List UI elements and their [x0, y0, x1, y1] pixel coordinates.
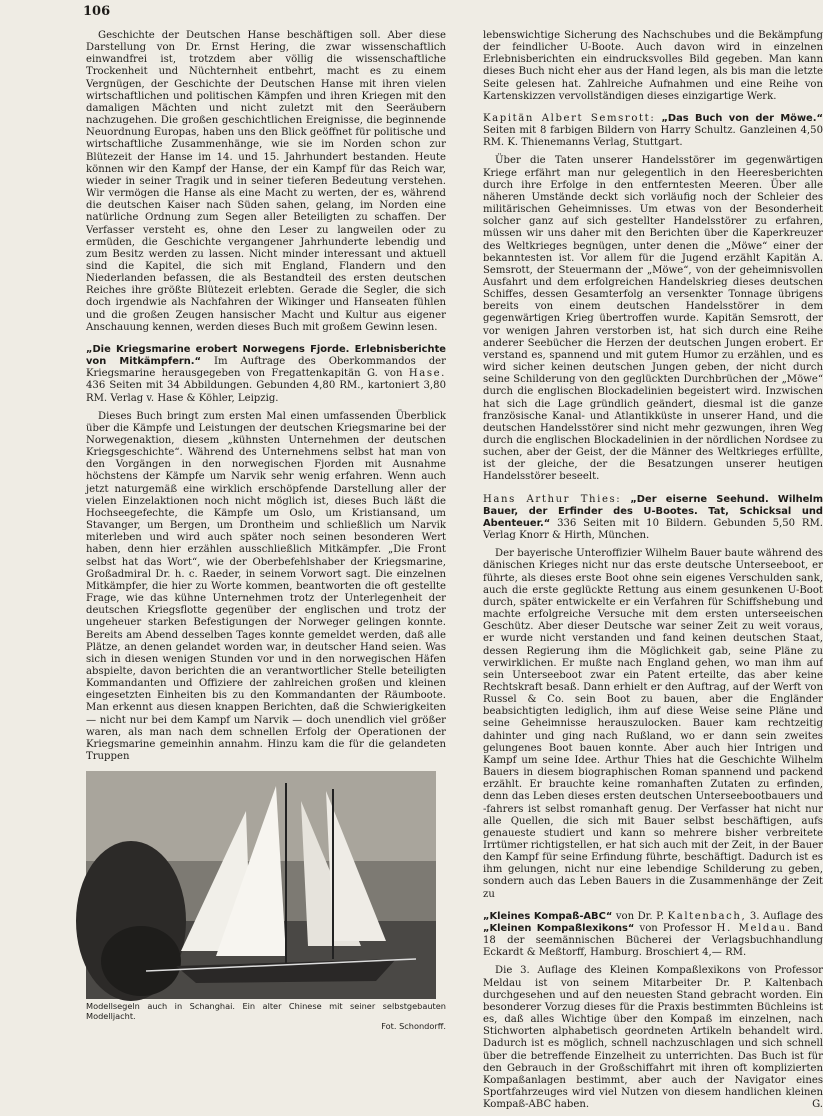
review-author: Kaltenbach,: [667, 910, 747, 922]
review-kriegsmarine-heading: [86, 344, 446, 405]
left-column: [86, 30, 446, 1110]
review-meta: von Professor: [639, 922, 712, 934]
photo-caption: [86, 1001, 446, 1031]
review-title: „Der eiserne Seehund. Wilhelm Bauer, der Erfinder des U-Bootes. Tat, Schicksal und Abenteuer.“: [483, 493, 823, 529]
right-column: [483, 30, 823, 1110]
review-meta: Im Auftrage des Oberkommandos der Kriegsmarine herausgegeben von Fregattenkapitän G. von: [86, 356, 446, 380]
kriegsmarine-review-continued: lebenswichtige Sicherung des Nachschubes und die Bekämpfung der feindlicher U-Boote. Auch davon wird in einzelnen Erlebnisberichten ein eindrucksvolles Bild gegeben. Man kann dieses Buch nicht eher aus der Hand legen, als bis man die letzte Seite gelesen hat. Zahlreiche Aufnahmen und eine Reihe von Kartenskizzen vervollständigen dieses einzigartige Werk.: [483, 30, 823, 102]
caption-text: Modellsegeln auch in Schanghai. Ein alter Chinese mit seiner selbstgebauten Modelljacht.: [86, 1001, 446, 1022]
review-signature: G.: [812, 1099, 823, 1111]
review-meta: Seiten mit 8 farbigen Bildern von Harry Schultz. Ganzleinen 4,50 RM. K. Thienemanns Verlag, Stuttgart.: [483, 125, 823, 149]
review-title: „Das Buch von der Möwe.“: [661, 112, 823, 124]
review-editor: Hase.: [408, 368, 446, 380]
review-meta: 3. Auflage des: [749, 910, 823, 922]
review-author: Kapitän Albert Semsrott:: [483, 112, 656, 124]
photo-credit: Fot. Schondorff.: [381, 1021, 446, 1032]
review-moewe-text: Über die Taten unserer Handelsstörer im gegenwärtigen Kriege erfährt man nur gelegentlich in den Heeresberichten durch ihre Erfolge in den entferntesten Meeren. Über alle näheren Umstände deckt sich vorläufig noch der Schleier des militärischen Geheimnisses. Um etwas von der Besonderheit solcher ganz auf sich gestellter Handelsstörer zu erfahren, müssen wir uns daher mit den Berichten über die Kaperkreuzer des Weltkrieges begnügen, unter denen die „Möwe“ einer der bekanntesten ist. Vor allem für die Jugend erzählt Kapitän A. Semsrott, der Steuermann der „Möwe“, von der geheimnisvollen Ausfahrt und dem erfolgreichen Handelskrieg dieses deutschen Schiffes, dessen Gesamterfolg an versenkter Tonnage übrigens bereits von einem deutschen Handelsstörer in dem gegenwärtigen Krieg übertroffen wurde. Kapitän Semsrott, der vor wenigen Jahren verstorben ist, hat sich durch eine Reihe anderer Seebücher die Herzen der deutschen Jungen erobert. Er verstand es, spannend und mit gutem Humor zu erzählen, und es wird sicher keinen deutschen Jungen geben, der nicht durch seine Schilderung von den geglückten Durchbrüchen der „Möwe“ durch die englischen Blockadelinien begeistert wird. Inzwischen hat sich die Lage gründlich geändert, diesmal ist die ganze französische Kanal- und Atlantikküste in unserer Hand, und die deutschen Handelsstörer sind nicht mehr gezwungen, ihren Weg durch die englischen Blockadelinien in der nördlichen Nordsee zu suchen, aber der Geist, der die Männer des Weltkrieges erfüllte, ist der gleiche, der die Besatzungen unserer heutigen Handelsstörer beseelt.: [483, 155, 823, 483]
sailboat-illustration: [86, 771, 436, 999]
review-meta: von Dr. P.: [615, 910, 665, 922]
review-subtitle: „Kleinen Kompaßlexikons“: [483, 922, 635, 934]
review-kompass-heading: [483, 911, 823, 960]
review-title: „Kleines Kompaß-ABC“: [483, 910, 613, 922]
review-seehund-text: Der bayerische Unteroffizier Wilhelm Bauer baute während des dänischen Krieges nicht nur das erste deutsche Unterseeboot, er führte, als dieses erste Boot ohne sein eigenes Verschulden sank, auch die erste geglückte Rettung aus einem gesunkenen U-Boot durch, später entwickelte er ein Verfahren für Schiffshebung und machte erfolgreiche Versuche mit dem ersten unterseeischen Geschütz. Aber dieser Deutsche war seiner Zeit zu weit voraus, er wurde nicht verstanden und fand keinen deutschen Staat, dessen Regierung ihm die Möglichkeit gab, seine Pläne zu verwirklichen. Er mußte nach England gehen, wo man ihm auf sein Unterseeboot zwar ein Patent erteilte, das aber keine Rechtskraft besaß. Dann erhielt er den Auftrag, auf der Werft von Russel & Co. sein Boot zu bauen, aber die Engländer beabsichtigten lediglich, ihm auf diese Weise seine Pläne und seine Geheimnisse herauszulocken. Bauer kam rechtzeitig dahinter und ging nach Rußland, wo er dann sein zweites gelungenes Boot bauen konnte. Aber auch hier Intrigen und Kampf um seine Idee. Arthur Thies hat die Geschichte Wilhelm Bauers in diesem biographischen Roman spannend und packend erzählt. Er brauchte keine romanhaften Zutaten zu erfinden, denn das Leben dieses ersten deutschen Unterseebootbauers und -fahrers ist selbst romanhaft genug. Der Verfasser hat nicht nur alle Quellen, die sich mit Bauer selbst beschäftigen, aufs genaueste studiert und kann so mehrere bisher verbreitete Irrtümer richtigstellen, er hat sich auch mit der Zeit, in der Bauer den Kampf für seine Erfindung führte, beschäftigt. Dadurch ist es ihm gelungen, nicht nur eine lebendige Schilderung zu geben, sondern auch das Leben Bauers in die Zusammenhänge der Zeit zu: [483, 548, 823, 900]
review-seehund-heading: [483, 494, 823, 543]
review-title: „Die Kriegsmarine erobert Norwegens Fjorde. Erlebnisberichte von Mitkämpfern.“: [86, 343, 446, 368]
page-number: 106: [83, 4, 111, 19]
model-yacht-photo: [86, 771, 436, 999]
review-author: Hans Arthur Thies:: [483, 493, 622, 505]
review-kompass-text: [483, 965, 823, 1111]
review-meta: 336 Seiten mit 10 Bildern. Gebunden 5,50 RM. Verlag Knorr & Hirth, München.: [483, 517, 823, 542]
hanse-review-text: Geschichte der Deutschen Hanse beschäftigen soll. Aber diese Darstellung von Dr. Ernst Hering, die zwar wissenschaftlich einwandfrei ist, trotzdem aber völlig die wissenschaftliche Trockenheit und Nüchternheit entbehrt, macht es zu einem Vergnügen, der Geschichte der Deutschen Hanse mit ihren vielen wirtschaftlichen und politischen Kämpfen und ihren Kriegen mit den damaligen Mächten und nicht zuletzt mit den Seeräubern nachzugehen. Die großen geschichtlichen Ereignisse, die beginnende Neuordnung Europas, haben uns den Blick geöffnet für politische und wirtschaftliche Zusammenhänge, wie sie im Norden schon zur Blütezeit der Hanse im 14. und 15. Jahrhundert bestanden. Heute können wir den Kampf der Hanse, der ein Kampf für das Reich war, wieder in seiner Tragik und in seiner tieferen Bedeutung verstehen. Wir vermögen die Hanse als eine Macht zu werten, der es, während die deutschen Kaiser nach Süden sahen, gelang, im Norden eine natürliche Ordnung zum Segen aller Beteiligten zu schaffen. Der Verfasser versteht es, ohne den Leser zu langweilen oder zu ermüden, die Geschichte vergangener Jahrhunderte lebendig und zum Besitz werden zu lassen. Nicht minder interessant und aktuell sind die Kapitel, die sich mit England, Flandern und den Niederlanden befassen, die als Bestandteil des ersten deutschen Reiches ihre größte Blütezeit erlebten. Gerade die Segler, die sich doch irgendwie als Nachfahren der Wikinger und Hanseaten fühlen und die großen Zeugen hansischer Macht und Kultur aus eigener Anschauung kennen, werden dieses Buch mit großem Gewinn lesen.: [86, 30, 446, 333]
review-kriegsmarine-text: Dieses Buch bringt zum ersten Mal einen umfassenden Überblick über die Kämpfe und Leistungen der deutschen Kriegsmarine bei der Norwegenaktion, diesem „kühnsten Unternehmen der deutschen Kriegsgeschichte“. Während des Unternehmens selbst hat man von den Vorgängen in den norwegischen Fjorden mit Ausnahme höchstens der Kämpfe um Narvik sehr wenig erfahren. Wenn auch jetzt naturgemäß eine wirklich erschöpfende Darstellung aller der vielen Einzelaktionen noch nicht möglich ist, dieses Buch läßt die Hochseegefechte, die Kämpfe um Oslo, um Kristiansand, um Stavanger, um Bergen, um Drontheim und schließlich um Narvik miterleben und wird auch später noch seinen besonderen Wert haben, denn hier erzählen ausschließlich Mitkämpfer. „Die Front selbst hat das Wort“, wie der Oberbefehlshaber der Kriegsmarine, Großadmiral Dr. h. c. Raeder, in seinem Vorwort sagt. Die einzelnen Mitkämpfer, die hier zu Worte kommen, beantworten die oft gestellte Frage, wie das kühne Unternehmen trotz der Unterlegenheit der deutschen Kriegsflotte gegenüber der englischen und trotz der ungeheuer starken Befestigungen der Norweger gelingen konnte. Bereits am Abend desselben Tages konnte gemeldet werden, daß alle Plätze, an denen gelandet worden war, in deutscher Hand seien. Was sich in diesen wenigen Stunden vor und in den norwegischen Häfen abspielte, davon berichten die an verantwortlicher Stelle beteiligten Kommandanten und Offiziere der zahlreichen großen und kleinen eingesetzten Einheiten bis zu den Kommandanten der Räumboote. Man erkennt aus diesen knappen Berichten, daß die Schwierigkeiten — nicht nur bei dem Kampf um Narvik — doch unendlich viel größer waren, als man nach dem schnellen Erfolg der Operationen der Kriegsmarine gemeinhin annahm. Hinzu kam die für die gelandeten Truppen: [86, 410, 446, 763]
review-meta: 436 Seiten mit 34 Abbildungen. Gebunden 4,80 RM., kartoniert 3,80 RM. Verlag v. Hase & Köhler, Leipzig.: [86, 380, 446, 404]
review-moewe-heading: [483, 113, 823, 149]
review-body: Die 3. Auflage des Kleinen Kompaßlexikons von Professor Meldau ist von seinem Mitarbeiter Dr. P. Kaltenbach durchgesehen und auf den neuesten Stand gebracht worden. Ein besonderer Vorzug dieses für die Praxis bestimmten Büchleins ist es, daß alles Wichtige über den Kompaß im einzelnen, nach Stichworten alphabetisch geordneten Artikeln behandelt wird. Dadurch ist es möglich, schnell nachzuschlagen und sich schnell über die betreffende Einzelheit zu unterrichten. Das Buch ist für den Gebrauch in der Großschiffahrt mit ihren oft komplizierten Kompaßanlagen bestimmt, aber auch der Navigator eines Sportfahrzeuges wird viel Nutzen von diesem handlichen kleinen Kompaß-ABC haben.: [483, 965, 823, 1111]
review-editor: H. Meldau.: [716, 922, 792, 934]
review-meta: Band 18 der seemännischen Bücherei der Verlagsbuchhandlung Eckardt & Meßtorff, Hamburg. Broschiert 4,— RM.: [483, 922, 823, 959]
